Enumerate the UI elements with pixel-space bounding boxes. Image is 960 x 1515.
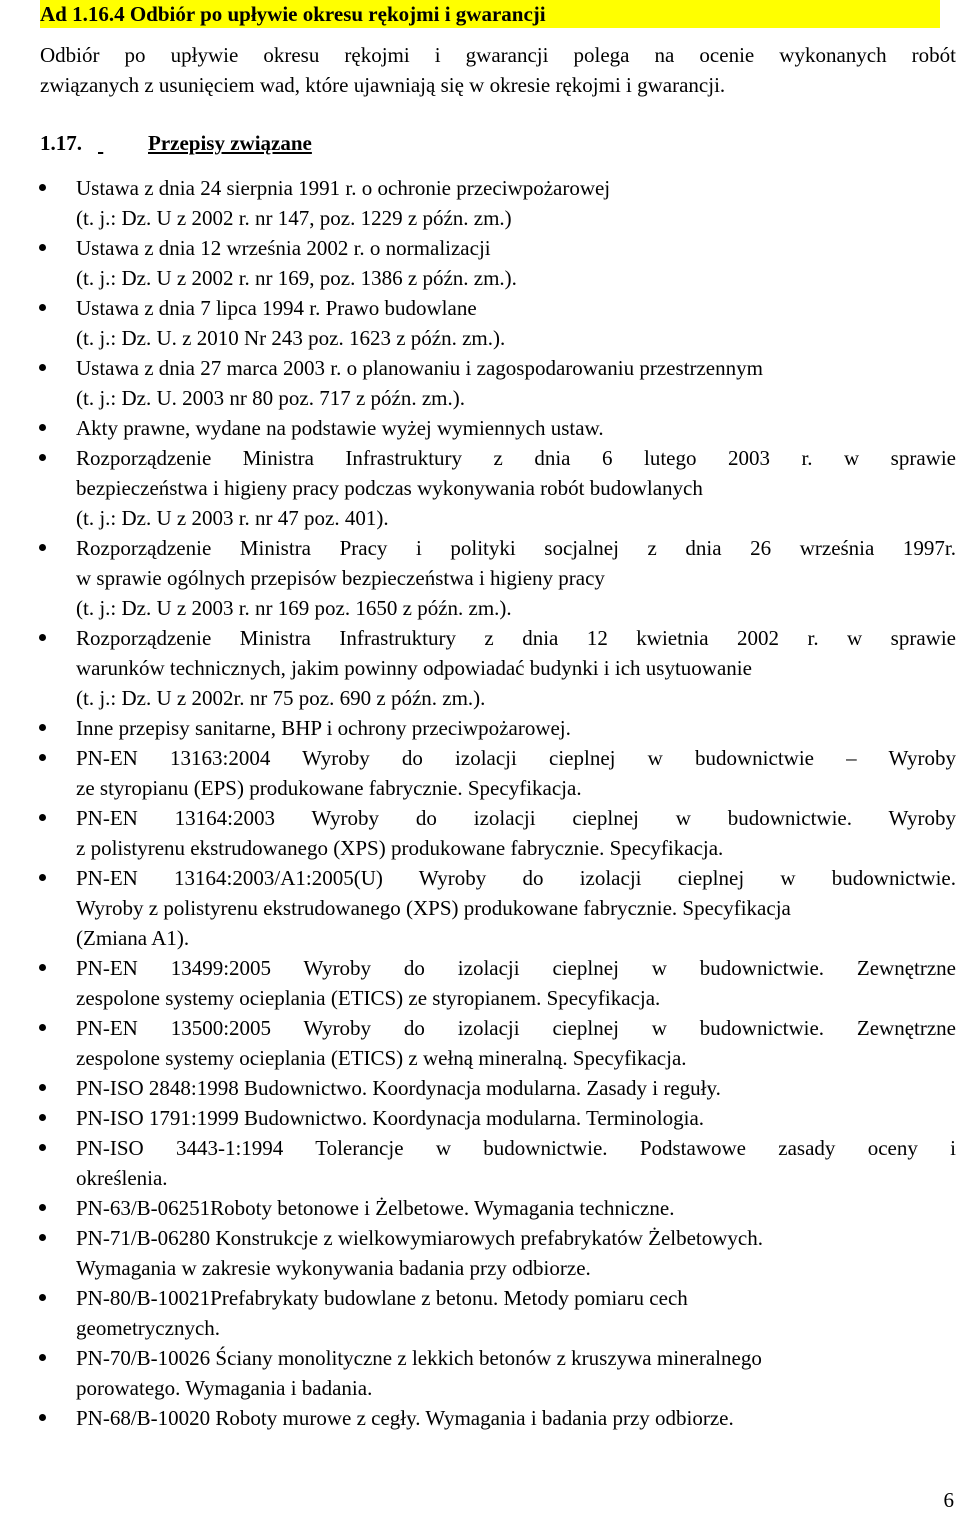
bullet-icon: [39, 874, 46, 881]
list-item-line: geometrycznych.: [76, 1316, 221, 1340]
bullet-icon: [39, 1114, 46, 1121]
list-item-line: Rozporządzenie Ministra Infrastruktury z dnia 12 kwietnia 2002 r. w sprawie: [76, 626, 956, 650]
list-item-line: PN-80/B-10021Prefabrykaty budowlane z betonu. Metody pomiaru cech: [76, 1286, 688, 1310]
list-item: [0, 953, 956, 1013]
list-item-line: PN-EN 13164:2003 Wyroby do izolacji cieplnej w budownictwie. Wyroby: [76, 806, 956, 830]
bullet-icon: [39, 454, 46, 461]
bullet-icon: [39, 754, 46, 761]
list-item: [0, 353, 956, 413]
list-item: [0, 1223, 956, 1283]
list-item-line: (t. j.: Dz. U. 2003 nr 80 poz. 717 z późn. zm.).: [76, 386, 466, 410]
bullet-icon: [39, 964, 46, 971]
list-item: [0, 1343, 956, 1403]
intro-line: związanych z usunięciem wad, które ujawniają się w okresie rękojmi i gwarancji.: [40, 73, 726, 97]
list-item-line: PN-70/B-10026 Ściany monolityczne z lekkich betonów z kruszywa mineralnego: [76, 1346, 762, 1370]
list-item: [0, 233, 956, 293]
list-item-line: PN-68/B-10020 Roboty murowe z cegły. Wymagania i badania przy odbiorze.: [76, 1406, 734, 1430]
list-item-line: Inne przepisy sanitarne, BHP i ochrony przeciwpożarowej.: [76, 716, 571, 740]
bullet-icon: [39, 1024, 46, 1031]
list-item-line: PN-71/B-06280 Konstrukcje z wielkowymiarowych prefabrykatów Żelbetowych.: [76, 1226, 763, 1250]
list-item-line: PN-EN 13500:2005 Wyroby do izolacji cieplnej w budownictwie. Zewnętrzne: [76, 1016, 956, 1040]
list-item: [0, 1103, 956, 1133]
list-item-line: porowatego. Wymagania i badania.: [76, 1376, 373, 1400]
list-item: [0, 713, 956, 743]
bullet-icon: [39, 244, 46, 251]
section-title: [40, 128, 312, 158]
list-item: [0, 803, 956, 863]
section-number: 1.17.: [40, 131, 82, 155]
section-heading: Ad 1.16.4 Odbiór po upływie okresu rękojmi i gwarancji: [40, 0, 940, 28]
list-item-line: PN-EN 13163:2004 Wyroby do izolacji cieplnej w budownictwie – Wyroby: [76, 746, 956, 770]
bullet-icon: [39, 184, 46, 191]
list-item: [0, 443, 956, 533]
title-underline: [98, 128, 148, 158]
list-item-line: (t. j.: Dz. U z 2002r. nr 75 poz. 690 z późn. zm.).: [76, 686, 486, 710]
list-item-line: PN-63/B-06251Roboty betonowe i Żelbetowe. Wymagania techniczne.: [76, 1196, 675, 1220]
bullet-icon: [39, 1414, 46, 1421]
bullet-icon: [39, 1354, 46, 1361]
list-item-line: określenia.: [76, 1166, 168, 1190]
list-item-line: (t. j.: Dz. U. z 2010 Nr 243 poz. 1623 z późn. zm.).: [76, 326, 506, 350]
list-item-line: zespolone systemy ocieplania (ETICS) z wełną mineralną. Specyfikacja.: [76, 1046, 687, 1070]
list-item-line: zespolone systemy ocieplania (ETICS) ze styropianem. Specyfikacja.: [76, 986, 661, 1010]
list-item-line: (t. j.: Dz. U z 2002 r. nr 169, poz. 1386 z późn. zm.).: [76, 266, 517, 290]
list-item: [0, 863, 956, 953]
list-item: [0, 173, 956, 233]
page-number: 6: [943, 1488, 954, 1512]
list-item-line: PN-ISO 3443-1:1994 Tolerancje w budownictwie. Podstawowe zasady oceny i: [76, 1136, 956, 1160]
list-item-line: PN-ISO 1791:1999 Budownictwo. Koordynacja modularna. Terminologia.: [76, 1106, 705, 1130]
bullet-icon: [39, 364, 46, 371]
list-item: [0, 1133, 956, 1193]
list-item: [0, 623, 956, 713]
bullet-icon: [39, 1084, 46, 1091]
list-item-line: PN-EN 13499:2005 Wyroby do izolacji cieplnej w budownictwie. Zewnętrzne: [76, 956, 956, 980]
list-item-line: Rozporządzenie Ministra Pracy i polityki socjalnej z dnia 26 września 1997r.: [76, 536, 956, 560]
list-item: [0, 1013, 956, 1073]
list-item: [0, 1193, 956, 1223]
list-item: [0, 743, 956, 803]
list-item: [0, 1403, 956, 1433]
section-title-text: Przepisy związane: [148, 131, 312, 155]
list-item: [0, 293, 956, 353]
list-item-line: Akty prawne, wydane na podstawie wyżej wymiennych ustaw.: [76, 416, 604, 440]
list-item-line: Ustawa z dnia 7 lipca 1994 r. Prawo budowlane: [76, 296, 477, 320]
list-item-line: PN-EN 13164:2003/A1:2005(U) Wyroby do izolacji cieplnej w budownictwie.: [76, 866, 956, 890]
bullet-icon: [39, 1294, 46, 1301]
list-item-line: (t. j.: Dz. U z 2003 r. nr 47 poz. 401).: [76, 506, 389, 530]
list-item: [0, 1283, 956, 1343]
list-item-line: Rozporządzenie Ministra Infrastruktury z dnia 6 lutego 2003 r. w sprawie: [76, 446, 956, 470]
list-item-line: ze styropianu (EPS) produkowane fabrycznie. Specyfikacja.: [76, 776, 582, 800]
list-item: [0, 1073, 956, 1103]
list-item-line: z polistyrenu ekstrudowanego (XPS) produkowane fabrycznie. Specyfikacja.: [76, 836, 724, 860]
list-item-line: Wymagania w zakresie wykonywania badania przy odbiorze.: [76, 1256, 591, 1280]
list-item-line: PN-ISO 2848:1998 Budownictwo. Koordynacja modularna. Zasady i reguły.: [76, 1076, 721, 1100]
list-item-line: (Zmiana A1).: [76, 926, 190, 950]
list-item-line: Ustawa z dnia 27 marca 2003 r. o planowaniu i zagospodarowaniu przestrzennym: [76, 356, 763, 380]
bullet-icon: [39, 1144, 46, 1151]
list-item-line: (t. j.: Dz. U z 2002 r. nr 147, poz. 1229 z późn. zm.): [76, 206, 512, 230]
bullet-icon: [39, 634, 46, 641]
intro-line: Odbiór po upływie okresu rękojmi i gwarancji polega na ocenie wykonanych robót: [40, 43, 956, 67]
list-item-line: Ustawa z dnia 12 września 2002 r. o normalizacji: [76, 236, 491, 260]
bullet-icon: [39, 424, 46, 431]
bullet-icon: [39, 814, 46, 821]
bullet-icon: [39, 1204, 46, 1211]
bullet-icon: [39, 304, 46, 311]
list-item: [0, 413, 956, 443]
list-item-line: bezpieczeństwa i higieny pracy podczas wykonywania robót budowlanych: [76, 476, 703, 500]
list-item-line: Wyroby z polistyrenu ekstrudowanego (XPS) produkowane fabrycznie. Specyfikacja: [76, 896, 791, 920]
list-item-line: Ustawa z dnia 24 sierpnia 1991 r. o ochronie przeciwpożarowej: [76, 176, 611, 200]
intro-paragraph: [40, 40, 956, 100]
bullet-icon: [39, 544, 46, 551]
list-item-line: warunków technicznych, jakim powinny odpowiadać budynki i ich usytuowanie: [76, 656, 752, 680]
list-item: [0, 533, 956, 623]
regulations-list: [0, 173, 960, 1433]
bullet-icon: [39, 724, 46, 731]
bullet-icon: [39, 1234, 46, 1241]
list-item-line: (t. j.: Dz. U z 2003 r. nr 169 poz. 1650 z późn. zm.).: [76, 596, 512, 620]
list-item-line: w sprawie ogólnych przepisów bezpieczeństwa i higieny pracy: [76, 566, 605, 590]
